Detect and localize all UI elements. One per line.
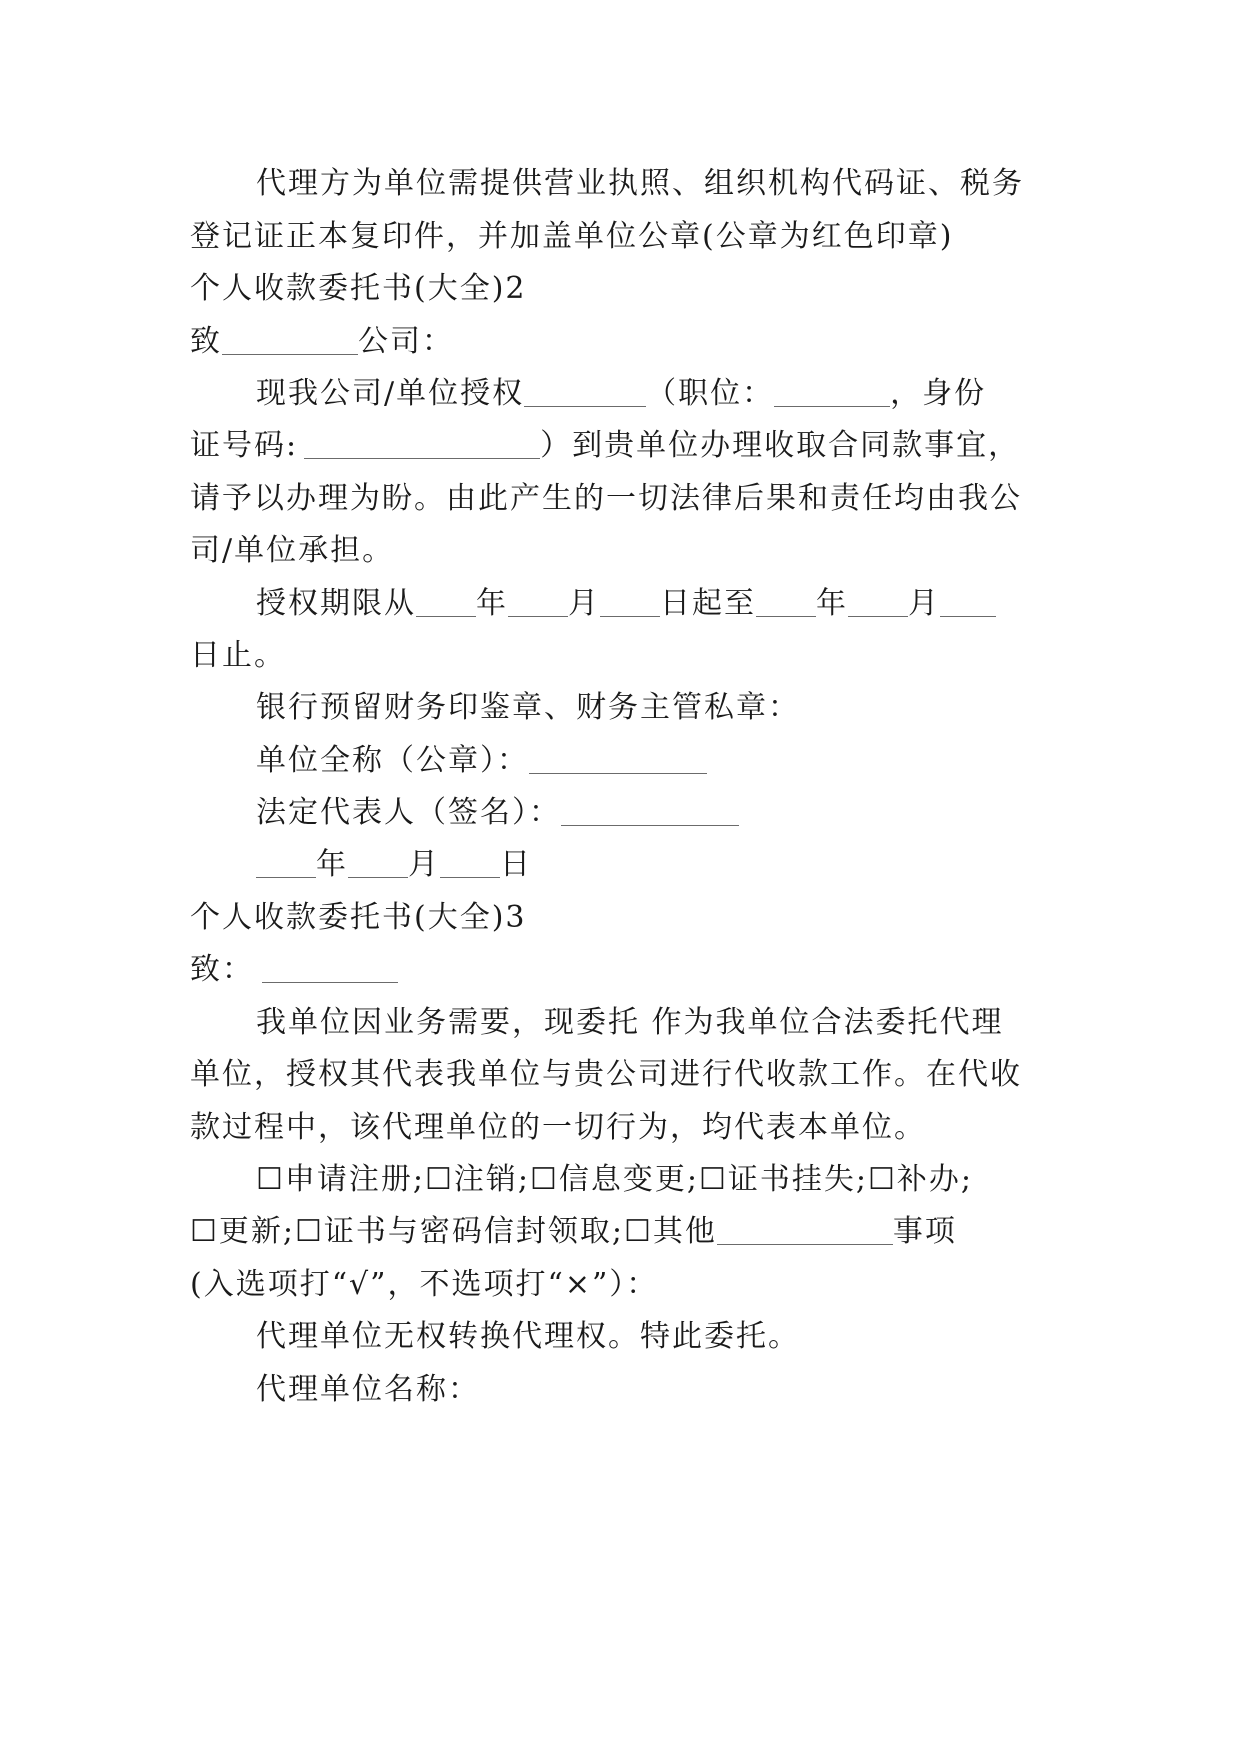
addressee-line: 致 公司： bbox=[190, 324, 454, 359]
options-line: ☐更新;☐证书与密码信封领取;☐其他 事项 bbox=[190, 1214, 957, 1249]
addressee-blank bbox=[262, 956, 398, 983]
options-line: (入选项打“√”，不选项打“×”）： bbox=[190, 1267, 659, 1302]
paragraph-line: 单位，授权其代表我单位与贵公司进行代收款工作。在代收 bbox=[190, 1057, 1022, 1092]
signature-blank bbox=[561, 799, 739, 826]
options-line: ☐申请注册;☐注销;☐信息变更;☐证书挂失;☐补办; bbox=[256, 1162, 974, 1197]
authorization-line: 证号码: ）到贵单位办理收取合同款事宜， bbox=[190, 428, 1021, 463]
date-blank bbox=[756, 590, 816, 617]
id-number-blank bbox=[304, 432, 540, 459]
paragraph-line: 登记证正本复印件，并加盖单位公章(公章为红色印章) bbox=[190, 219, 954, 254]
position-blank bbox=[774, 380, 890, 407]
authorization-line: 请予以办理为盼。由此产生的一切法律后果和责任均由我公 bbox=[190, 481, 1022, 516]
date-blank bbox=[940, 590, 996, 617]
paragraph-line: 款过程中，该代理单位的一切行为，均代表本单位。 bbox=[190, 1110, 926, 1145]
date-blank bbox=[508, 590, 568, 617]
paragraph-line: 代理方为单位需提供营业执照、组织机构代码证、税务 bbox=[256, 166, 1024, 201]
authorization-line: 现我公司/单位授权 （职位： ，身份 bbox=[256, 376, 987, 411]
section-heading: 个人收款委托书(大全)3 bbox=[190, 900, 527, 935]
date-blank bbox=[600, 590, 660, 617]
period-line: 授权期限从 年 月 日起至 年 月 bbox=[256, 586, 1116, 622]
date-line: 年 月 日 bbox=[256, 847, 1116, 883]
paragraph-line: 我单位因业务需要，现委托 作为我单位合法委托代理 bbox=[256, 1005, 1004, 1040]
statement-line: 代理单位无权转换代理权。特此委托。 bbox=[256, 1319, 800, 1354]
addressee-line: 致： bbox=[190, 952, 1050, 988]
date-blank bbox=[348, 851, 408, 878]
other-matter-blank bbox=[717, 1218, 893, 1245]
unit-name-blank bbox=[529, 747, 707, 774]
unit-name-line: 单位全称（公章）： bbox=[256, 743, 1116, 779]
bank-seal-line: 银行预留财务印鉴章、财务主管私章： bbox=[256, 690, 800, 725]
name-blank bbox=[524, 380, 646, 407]
date-blank bbox=[256, 851, 316, 878]
period-line: 日止。 bbox=[190, 638, 286, 673]
date-blank bbox=[416, 590, 476, 617]
company-blank bbox=[222, 328, 358, 355]
agent-name-line: 代理单位名称： bbox=[256, 1372, 480, 1407]
authorization-line: 司/单位承担。 bbox=[190, 533, 395, 568]
date-blank bbox=[440, 851, 500, 878]
legal-rep-line: 法定代表人（签名）： bbox=[256, 795, 1116, 831]
section-heading: 个人收款委托书(大全)2 bbox=[190, 271, 527, 306]
date-blank bbox=[848, 590, 908, 617]
